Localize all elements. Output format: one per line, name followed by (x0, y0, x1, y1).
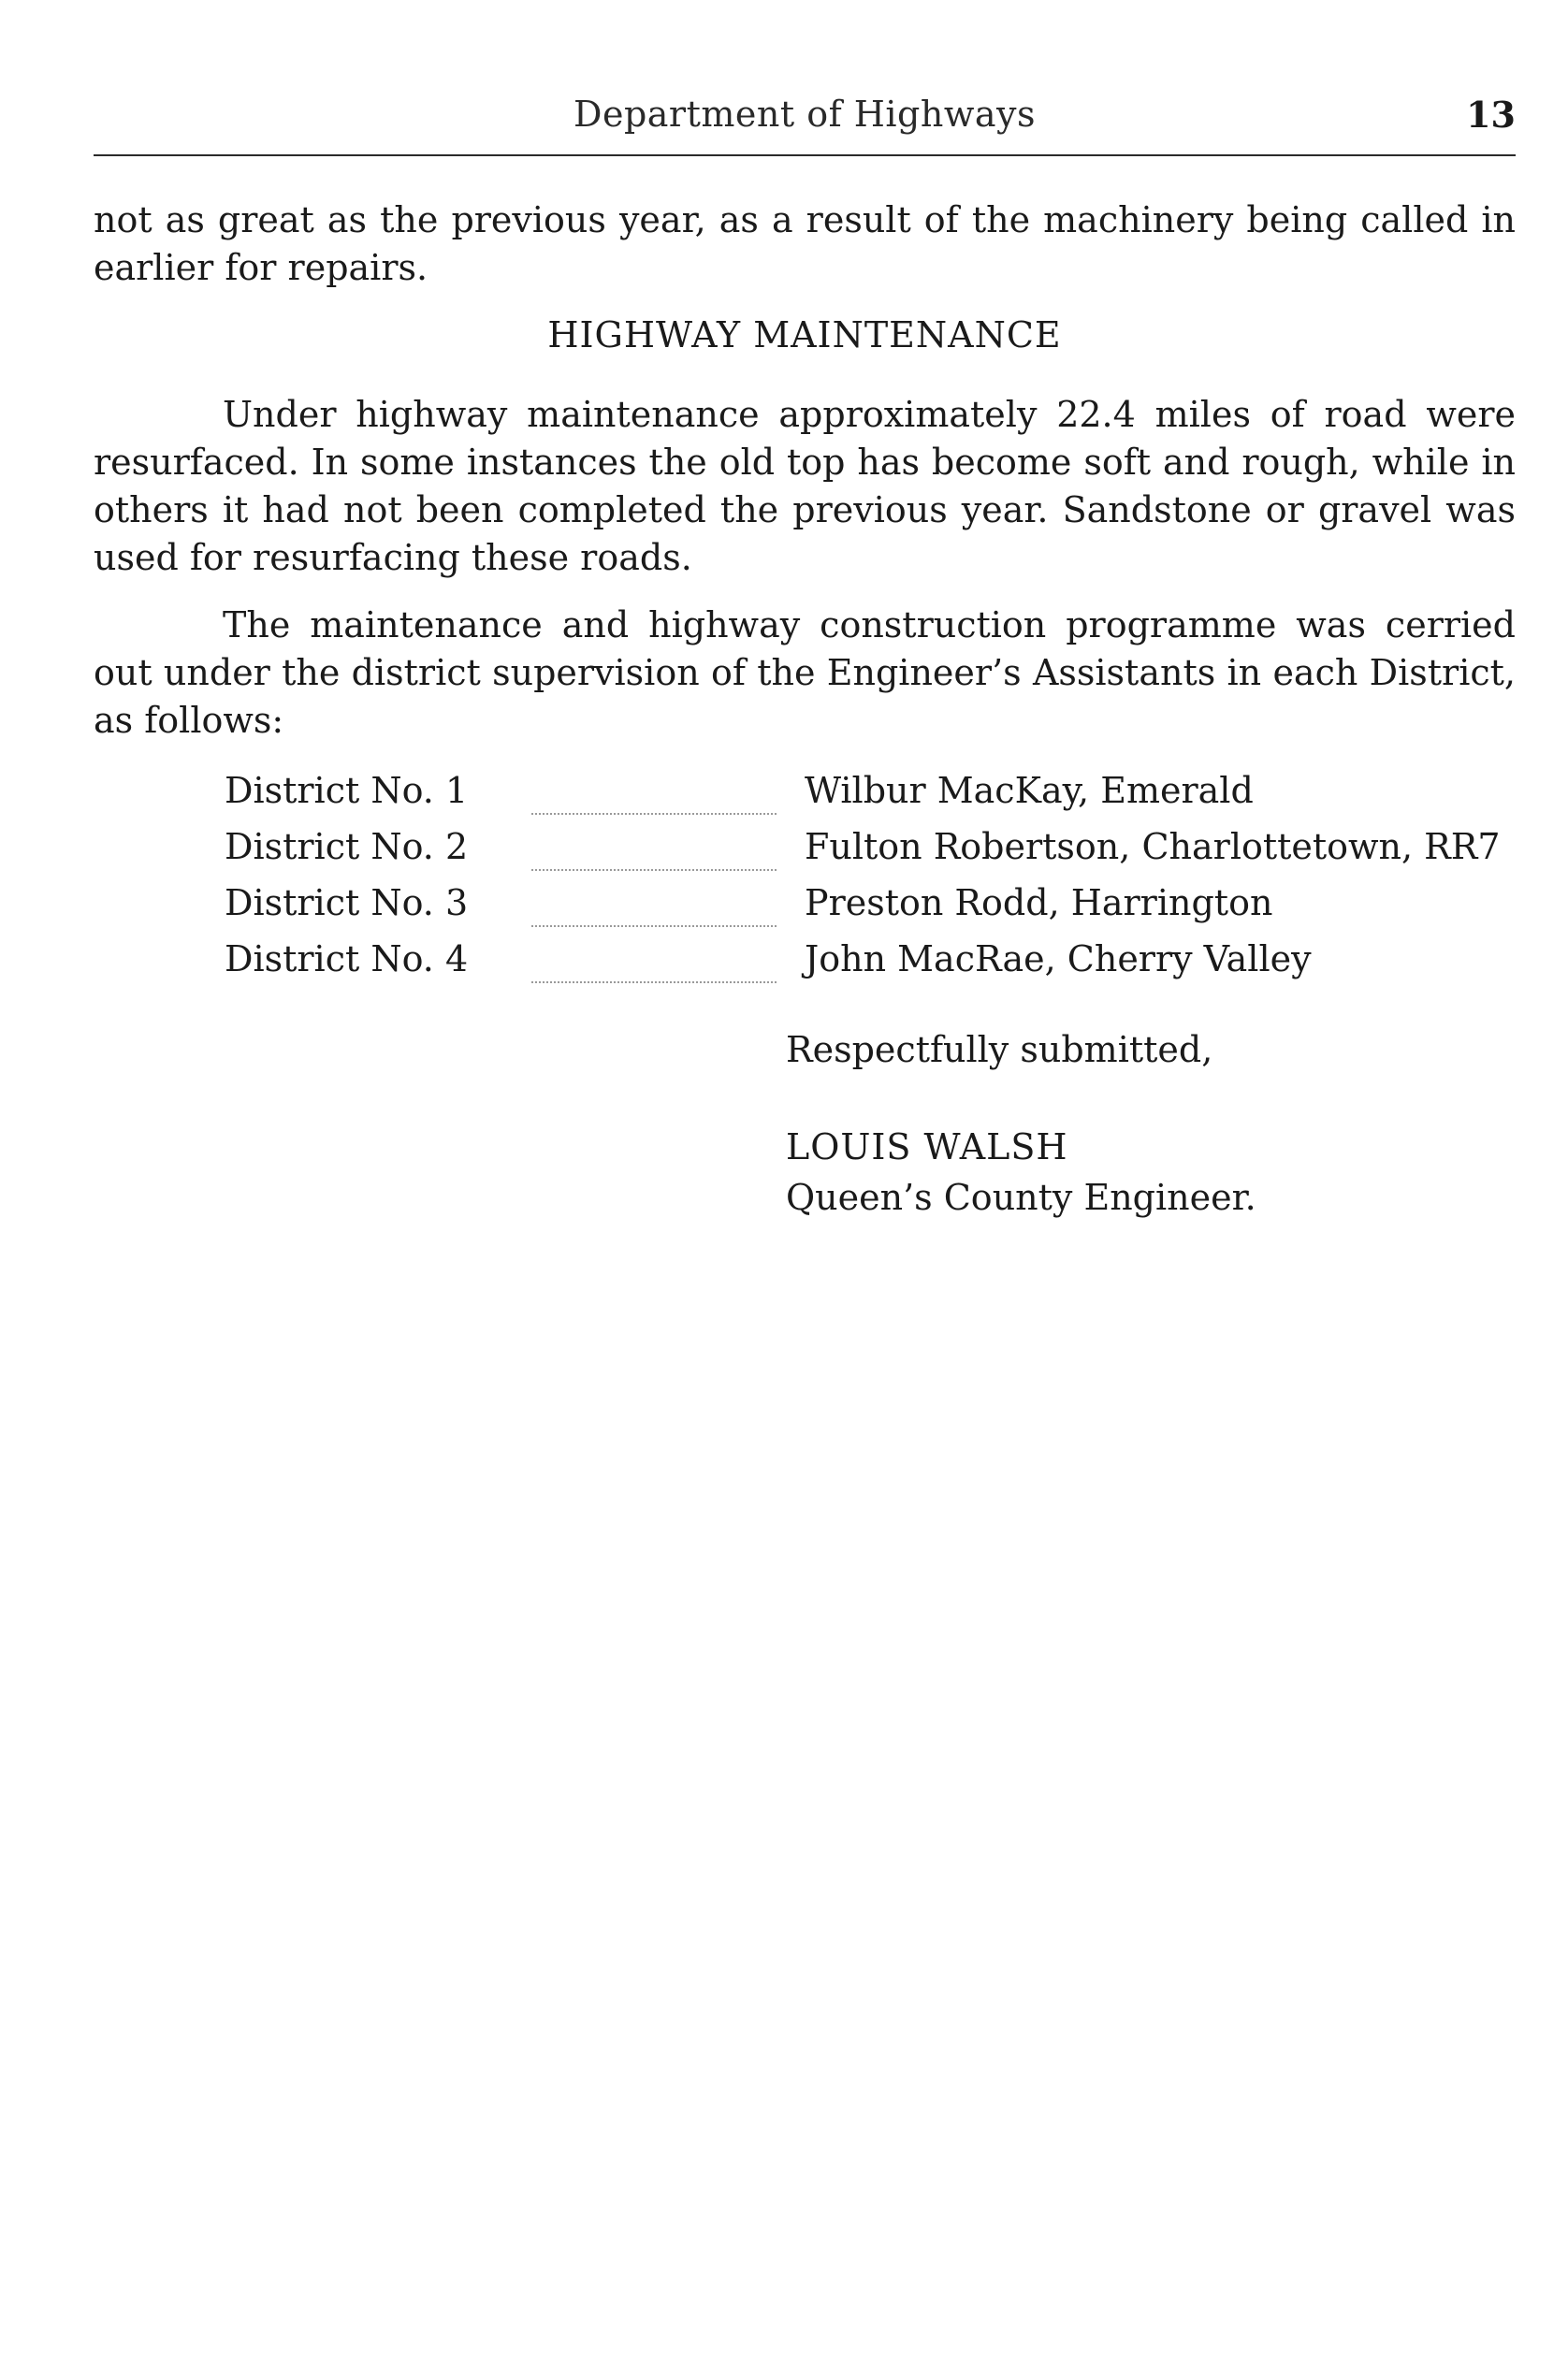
district-name: District No. 2 (225, 826, 469, 867)
district-name: District No. 4 (225, 938, 469, 979)
continuation-paragraph: not as great as the previous year, as a result of the machinery being called in earlier for repairs. (94, 199, 1516, 288)
dot-leader (531, 869, 777, 871)
district-row (225, 826, 1516, 882)
district-row (225, 938, 1516, 994)
dot-leader (531, 925, 777, 927)
district-assistant: John MacRae, Cherry Valley (805, 938, 1312, 979)
page-number: 13 (1466, 94, 1516, 136)
running-header (94, 94, 1516, 150)
signatory-name: LOUIS WALSH (786, 1126, 1068, 1167)
maintenance-paragraph: Under highway maintenance approximately 22.4 miles of road were resurfaced. In some instances the old top has become soft and rough, while in others it had not been completed the previous year. Sandstone or gravel was used for resurfacing these roads. (94, 394, 1516, 578)
signatory-title: Queen’s County Engineer. (786, 1177, 1256, 1218)
supervision-paragraph: The maintenance and highway construction programme was cerried out under the district supervision of the Engineer’s Assistants in each District, as follows: (94, 604, 1516, 741)
running-title: Department of Highways (573, 94, 1036, 135)
district-list (225, 770, 1516, 994)
dot-leader (531, 981, 777, 983)
closing-line: Respectfully submitted, (786, 1029, 1213, 1070)
header-rule (94, 154, 1516, 156)
district-row (225, 770, 1516, 826)
dot-leader (531, 813, 777, 815)
district-row (225, 882, 1516, 938)
district-assistant: Preston Rodd, Harrington (805, 882, 1273, 923)
district-assistant: Fulton Robertson, Charlottetown, RR7 (805, 826, 1501, 867)
district-name: District No. 3 (225, 882, 469, 923)
section-heading: HIGHWAY MAINTENANCE (547, 314, 1062, 355)
district-name: District No. 1 (225, 770, 469, 811)
district-assistant: Wilbur MacKay, Emerald (805, 770, 1254, 811)
